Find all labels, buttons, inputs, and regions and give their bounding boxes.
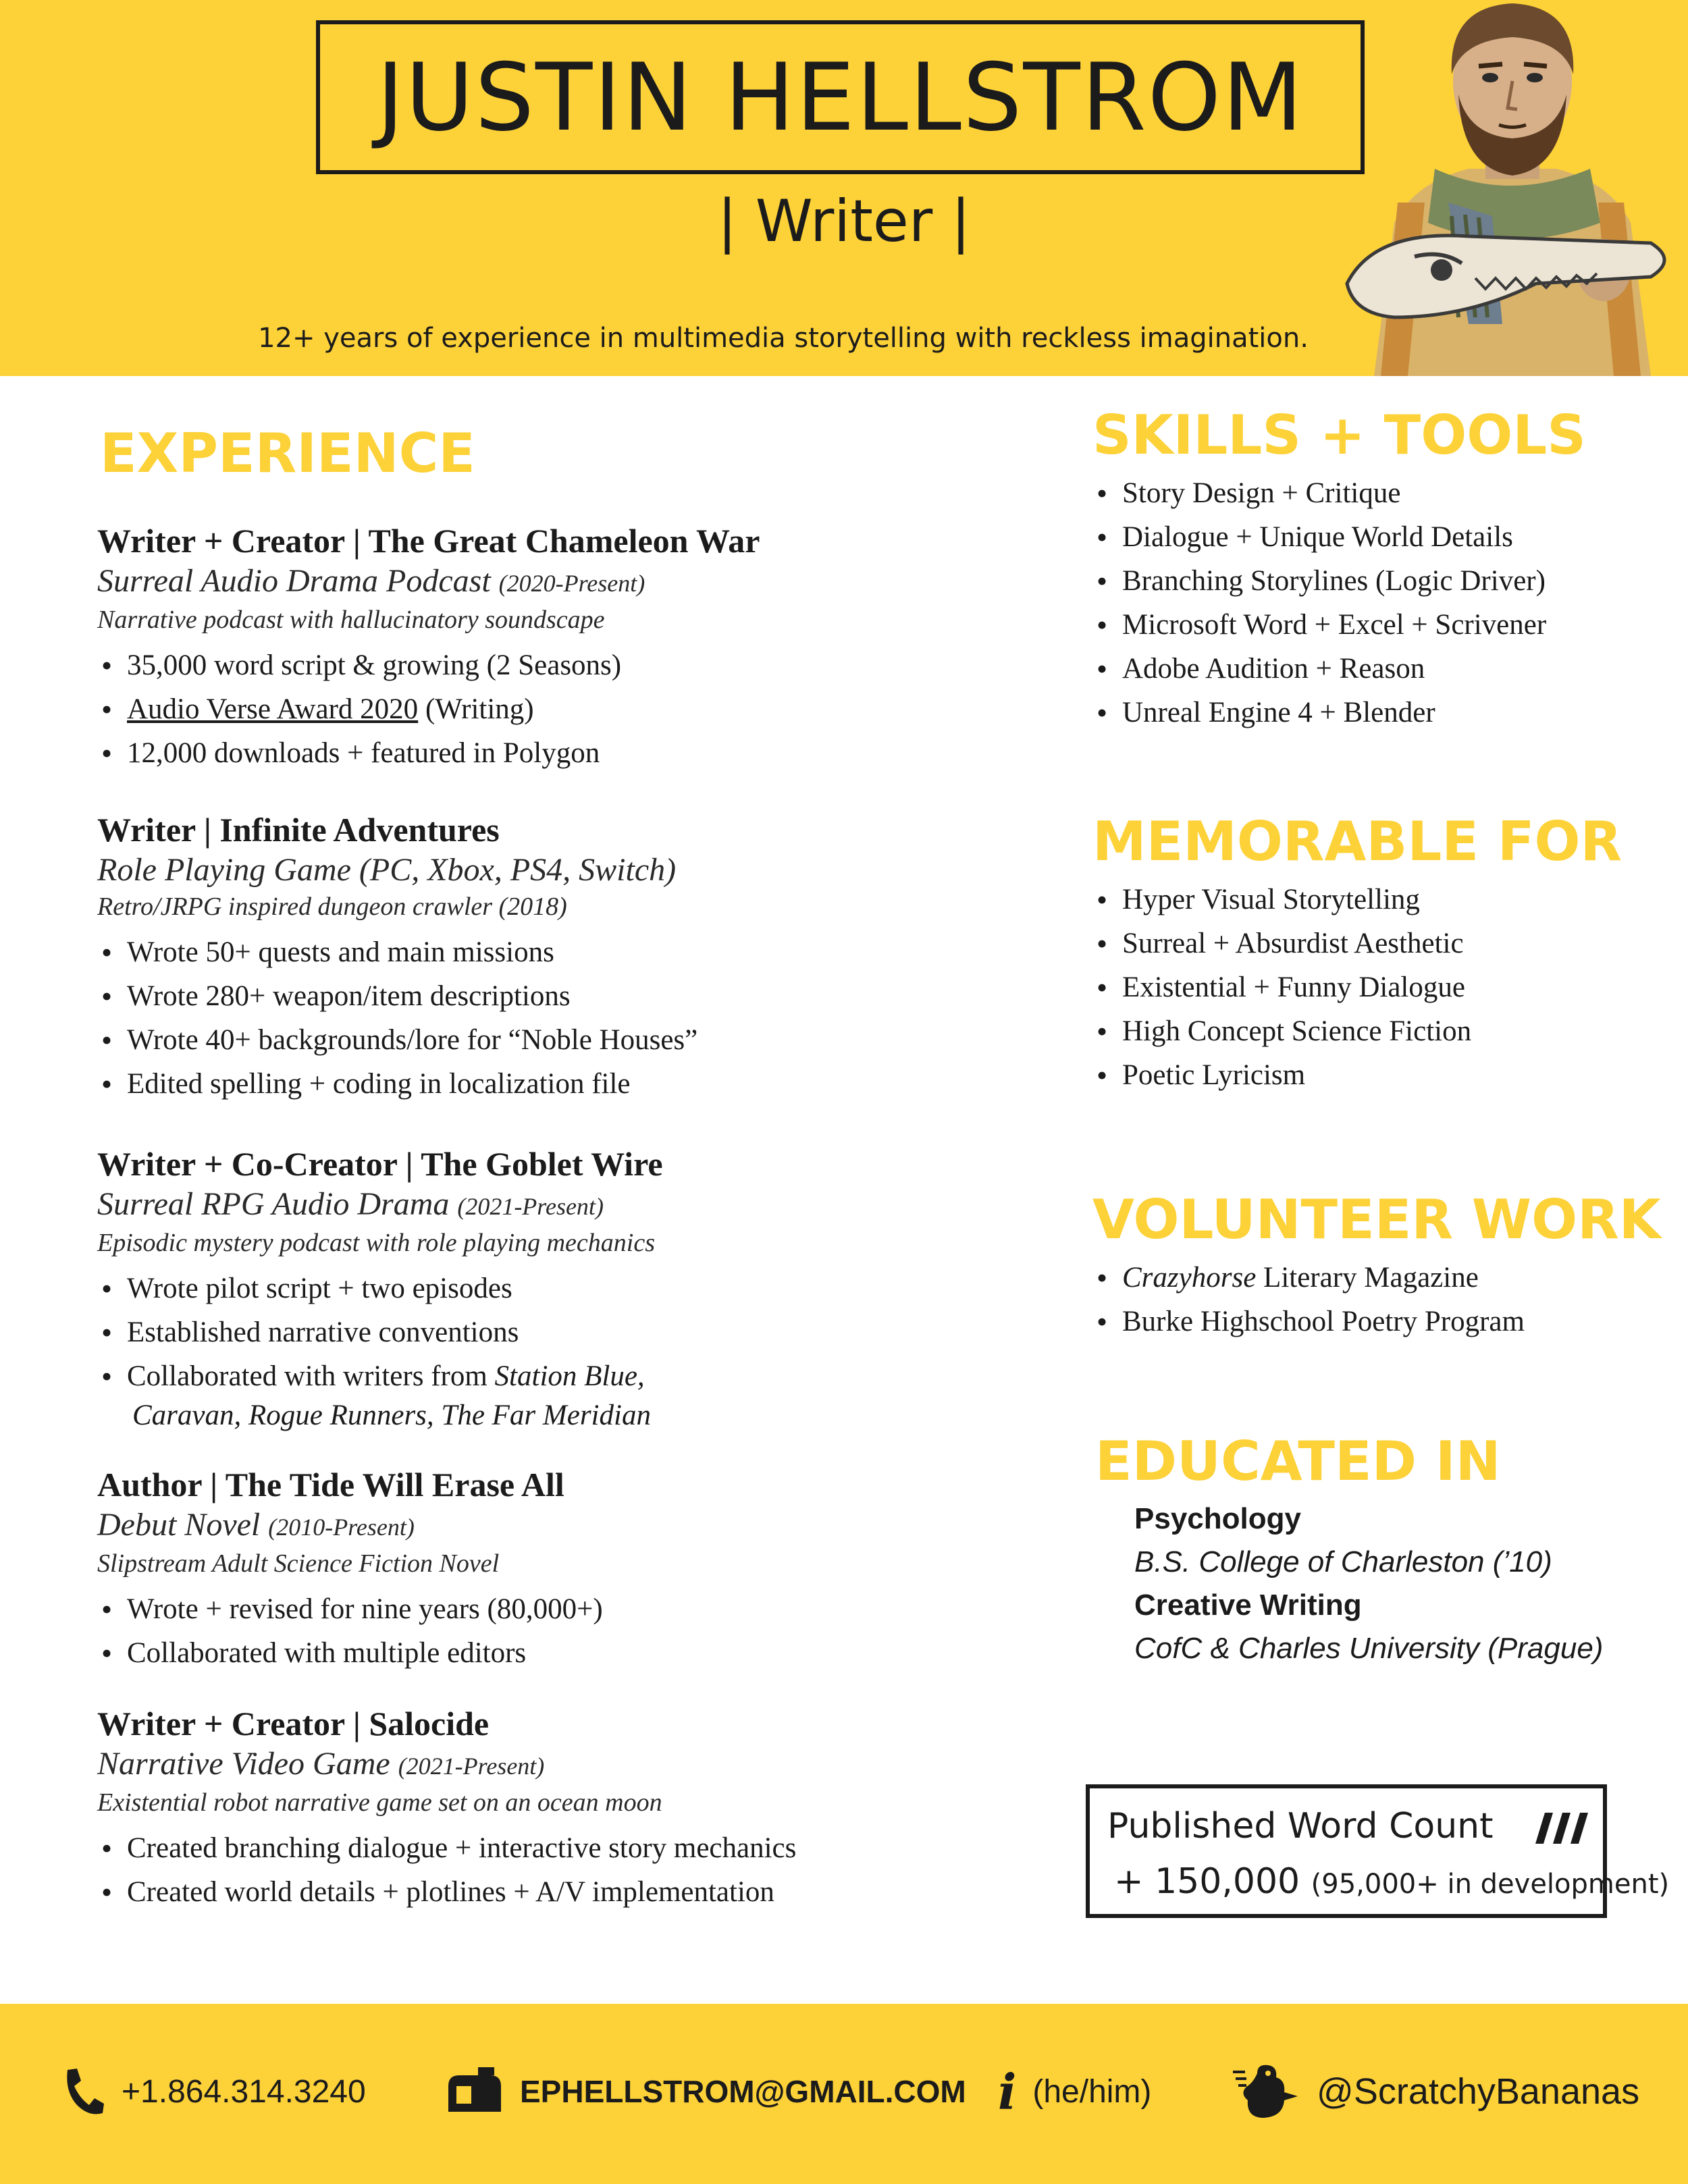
info-icon: i — [998, 2062, 1017, 2121]
job-years: (2020-Present) — [498, 570, 645, 597]
list-item: • Wrote 280+ weapon/item descriptions — [97, 974, 1029, 1018]
tagline: 12+ years of experience in multimedia storytelling with reckless imagination. — [258, 323, 1309, 354]
list-item: • Created world details + plotlines + A/V implementation — [97, 1870, 1029, 1914]
magazine-label: Literary Magazine — [1263, 1262, 1479, 1294]
collab-show: Station Blue, — [494, 1360, 645, 1392]
list-item — [1092, 1256, 1646, 1300]
job-description: Episodic mystery podcast with role playing mechanics — [97, 1229, 655, 1257]
role-title: | Writer | — [717, 188, 971, 255]
job-subtitle — [97, 1185, 1029, 1226]
word-count-box — [1086, 1784, 1670, 1918]
list-item: • Microsoft Word + Excel + Scrivener — [1092, 603, 1646, 647]
word-count-value — [1114, 1861, 1669, 1902]
job-bullets — [97, 1587, 1029, 1675]
job-type: Debut Novel — [97, 1507, 261, 1543]
job-type: Surreal Audio Drama Podcast — [97, 563, 491, 599]
job-title: Writer + Creator | Salocide — [97, 1705, 490, 1742]
list-item — [97, 687, 1029, 731]
job-entry — [97, 1143, 1029, 1433]
award-link[interactable]: Audio Verse Award 2020 — [127, 693, 419, 725]
phone-contact[interactable] — [62, 2058, 366, 2125]
job-description: Existential robot narrative game set on an ocean moon — [97, 1788, 662, 1817]
list-item: • 35,000 word script & growing (2 Seasons) — [97, 643, 1029, 687]
job-subtitle — [97, 562, 1029, 603]
list-item: • 12,000 downloads + featured in Polygon — [97, 731, 1029, 775]
job-entry — [97, 1464, 1029, 1675]
word-count-label: Published Word Count — [1107, 1806, 1494, 1846]
job-platforms: (PC, Xbox, PS4, Switch) — [359, 852, 677, 888]
job-years: (2010-Present) — [268, 1514, 415, 1541]
list-item: • High Concept Science Fiction — [1092, 1009, 1646, 1053]
name-box — [316, 20, 1365, 174]
award-note: (Writing) — [425, 693, 534, 725]
word-count-number: + 150,000 — [1114, 1861, 1300, 1902]
job-title: Author | The Tide Will Erase All — [97, 1466, 564, 1503]
job-entry — [97, 520, 1029, 775]
education-heading: EDUCATED IN — [1095, 1430, 1501, 1493]
memorable-list — [1092, 878, 1646, 1097]
list-item: • Wrote 40+ backgrounds/lore for “Noble Houses” — [97, 1018, 1029, 1062]
job-years: (2021-Present) — [398, 1753, 545, 1780]
job-years: (2021-Present) — [457, 1193, 604, 1220]
bird-icon — [1233, 2062, 1300, 2121]
job-title: Writer | Infinite Adventures — [97, 811, 500, 849]
list-item: • Unreal Engine 4 + Blender — [1092, 691, 1646, 735]
email-address: EPHELLSTROM@GMAIL.COM — [520, 2074, 966, 2109]
list-item: • Dialogue + Unique World Details — [1092, 515, 1646, 559]
phone-icon — [62, 2067, 105, 2116]
skills-heading: SKILLS + TOOLS — [1092, 404, 1586, 467]
job-type: Surreal RPG Audio Drama — [97, 1186, 450, 1222]
footer-band — [0, 2004, 1688, 2184]
list-item: • Wrote + revised for nine years (80,000+) — [97, 1587, 1029, 1631]
list-item: • Burke Highschool Poetry Program — [1092, 1300, 1646, 1343]
list-item: • Branching Storylines (Logic Driver) — [1092, 559, 1646, 603]
education-list — [1134, 1497, 1647, 1670]
phone-number: +1.864.314.3240 — [122, 2073, 366, 2110]
job-title: Writer + Co-Creator | The Goblet Wire — [97, 1145, 663, 1183]
pronouns-text: (he/him) — [1032, 2073, 1152, 2110]
job-subtitle — [97, 1506, 1029, 1547]
email-contact[interactable] — [446, 2058, 966, 2125]
job-subtitle — [97, 851, 1029, 890]
job-type: Role Playing Game — [97, 852, 351, 888]
list-item: • Wrote pilot script + two episodes — [97, 1267, 1029, 1310]
mailbox-icon — [446, 2067, 504, 2116]
list-item: • Established narrative conventions — [97, 1310, 1029, 1354]
memorable-heading: MEMORABLE FOR — [1092, 810, 1623, 873]
pronouns — [998, 2058, 1151, 2125]
job-bullets — [97, 643, 1029, 775]
experience-heading: EXPERIENCE — [100, 422, 475, 485]
job-bullets — [97, 930, 1029, 1106]
job-description: Narrative podcast with hallucinatory soundscape — [97, 606, 605, 634]
social-handle[interactable] — [1233, 2058, 1639, 2125]
degree-school: CofC & Charles University (Prague) — [1134, 1632, 1604, 1665]
degree-school: B.S. College of Charleston (’10) — [1134, 1545, 1552, 1578]
job-subtitle — [97, 1744, 1029, 1786]
job-title: Writer + Creator | The Great Chameleon War — [97, 522, 760, 560]
list-item: • Collaborated with multiple editors — [97, 1631, 1029, 1675]
word-count-note: (95,000+ in development) — [1311, 1869, 1670, 1900]
list-item: • Surreal + Absurdist Aesthetic — [1092, 922, 1646, 965]
job-bullets — [97, 1267, 1029, 1433]
job-description: Retro/JRPG inspired dungeon crawler (2018) — [97, 893, 567, 921]
degree-field: Creative Writing — [1134, 1589, 1362, 1622]
portrait-illustration — [1334, 0, 1688, 376]
portrait-image — [1334, 0, 1688, 376]
job-bullets — [97, 1826, 1029, 1914]
job-entry — [97, 1703, 1029, 1914]
page-title: JUSTIN HELLSTROM — [376, 43, 1304, 152]
magazine-name: Crazyhorse — [1122, 1262, 1257, 1294]
list-item: • Hyper Visual Storytelling — [1092, 878, 1646, 922]
list-item: • Adobe Audition + Reason — [1092, 647, 1646, 691]
volunteer-list — [1092, 1256, 1646, 1343]
degree-field: Psychology — [1134, 1502, 1301, 1535]
skills-list — [1092, 471, 1646, 735]
list-item: • Poetic Lyricism — [1092, 1053, 1646, 1097]
job-type: Narrative Video Game — [97, 1746, 390, 1782]
job-entry — [97, 809, 1029, 1106]
job-description: Slipstream Adult Science Fiction Novel — [97, 1549, 500, 1578]
list-item: • Edited spelling + coding in localization file — [97, 1062, 1029, 1106]
list-item — [97, 1354, 1029, 1433]
collab-text: Collaborated with writers from — [127, 1360, 487, 1392]
slashes-icon — [1535, 1813, 1589, 1844]
list-item: • Created branching dialogue + interactive story mechanics — [97, 1826, 1029, 1870]
header-band — [0, 0, 1688, 376]
list-item: • Existential + Funny Dialogue — [1092, 965, 1646, 1009]
list-item: • Wrote 50+ quests and main missions — [97, 930, 1029, 974]
collab-shows: Caravan, Rogue Runners, The Far Meridian — [132, 1400, 651, 1431]
social-handle-text: @ScratchyBananas — [1317, 2071, 1640, 2112]
volunteer-heading: VOLUNTEER WORK — [1092, 1188, 1661, 1251]
list-item: • Story Design + Critique — [1092, 471, 1646, 515]
